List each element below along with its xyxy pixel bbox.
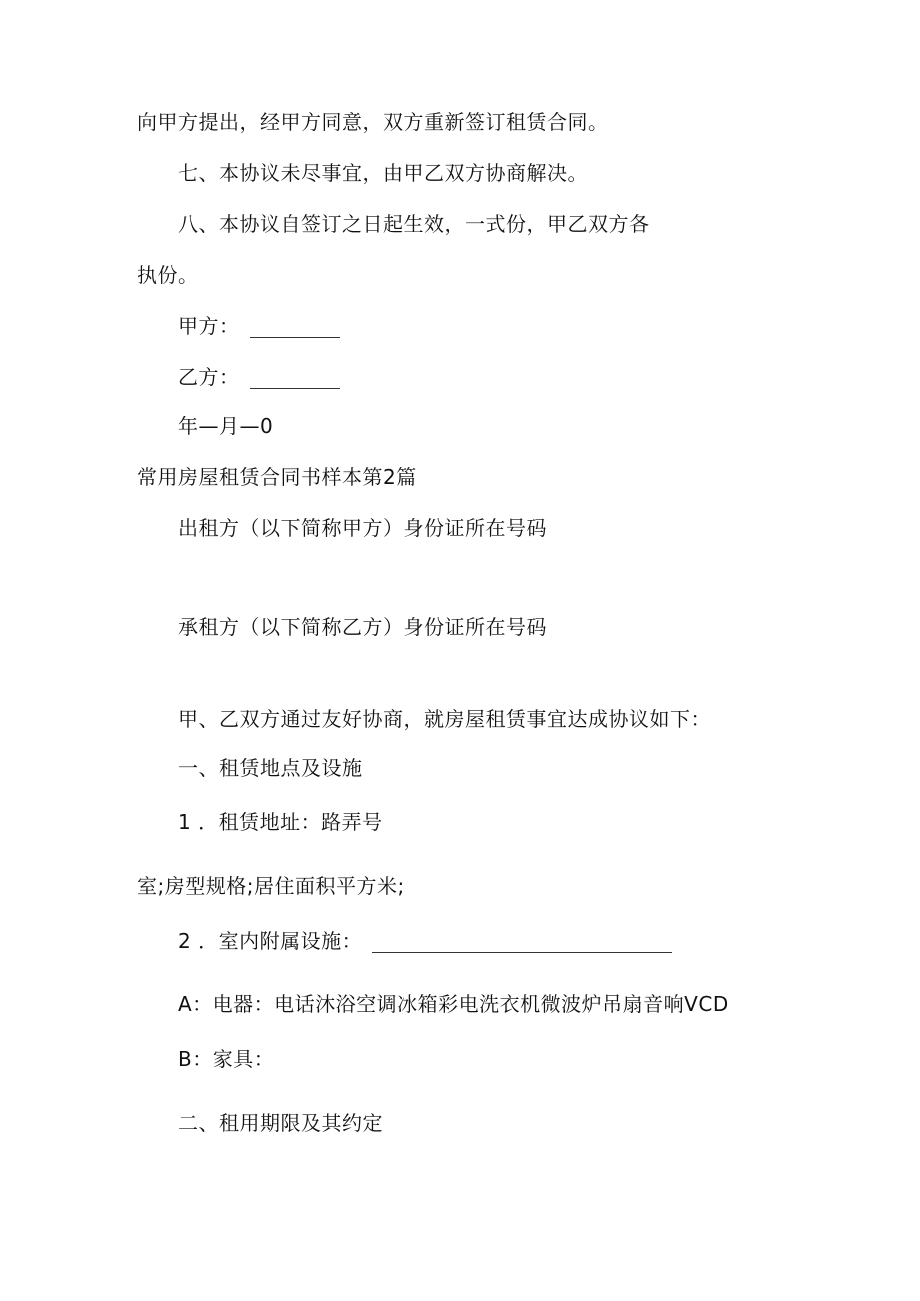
party-a-blank bbox=[250, 317, 340, 338]
date-line: 年—月—0 bbox=[178, 414, 274, 438]
item-2-label: 2 ．室内附属设施： bbox=[178, 929, 363, 953]
agreement-intro: 甲、乙双方通过友好协商，就房屋租赁事宜达成协议如下： bbox=[178, 707, 711, 731]
item-a-appliances: A：电器：电话沐浴空调冰箱彩电洗衣机微波炉吊扇音响VCD bbox=[178, 992, 729, 1016]
party-b-label: 乙方： bbox=[178, 365, 240, 389]
clause-7: 七、本协议未尽事宜，由甲乙双方协商解决。 bbox=[178, 161, 588, 185]
clause-8-continuation: 执份。 bbox=[137, 263, 199, 287]
item-b-furniture: B：家具： bbox=[178, 1047, 275, 1071]
party-a-label: 甲方： bbox=[178, 314, 240, 338]
clause-8: 八、本协议自签订之日起生效，一式份，甲乙双方各 bbox=[178, 212, 650, 236]
item-2-facilities bbox=[178, 927, 672, 955]
item-1-continuation: 室;房型规格;居住面积平方米; bbox=[137, 874, 405, 898]
item-1-address: 1 ．租赁地址：路弄号 bbox=[178, 810, 383, 834]
clause-2-title: 二、租用期限及其约定 bbox=[178, 1111, 383, 1135]
section-title: 常用房屋租赁合同书样本第2篇 bbox=[137, 465, 417, 489]
party-b-blank bbox=[250, 368, 340, 389]
lessor-line: 出租方（以下简称甲方）身份证所在号码 bbox=[178, 516, 547, 540]
lessee-line: 承租方（以下简称乙方）身份证所在号码 bbox=[178, 615, 547, 639]
item-2-blank bbox=[372, 932, 672, 953]
clause-1-title: 一、租赁地点及设施 bbox=[178, 756, 363, 780]
text-line-1: 向甲方提出，经甲方同意，双方重新签订租赁合同。 bbox=[137, 110, 609, 134]
party-a-signature bbox=[178, 312, 340, 340]
party-b-signature bbox=[178, 363, 340, 391]
